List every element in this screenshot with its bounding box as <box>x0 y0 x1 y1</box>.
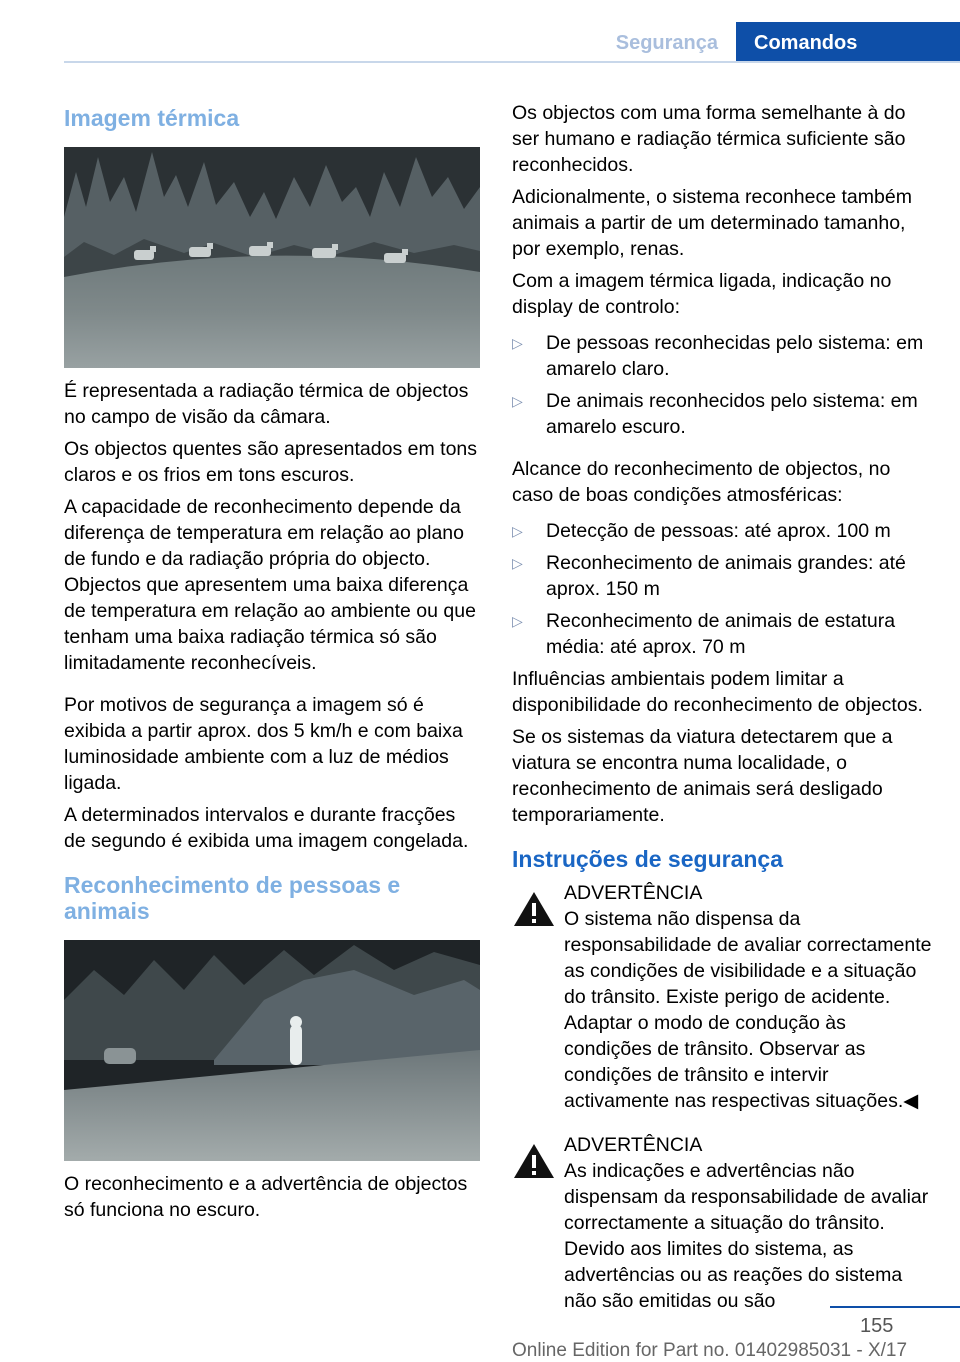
triangle-right-icon: ▷ <box>512 555 523 571</box>
paragraph: Adicionalmente, o sistema reconhece também animais a partir de um determinado tamanho, por exemplo, renas. <box>512 186 912 260</box>
list-item: ▷ Reconhecimento de animais grandes: até aprox. 150 m <box>512 552 906 600</box>
header-divider <box>64 61 960 63</box>
thermal-image-pedestrian <box>64 940 480 1161</box>
triangle-right-icon: ▷ <box>512 393 523 409</box>
warning-text: O sistema não dispensa da responsabilidade de avaliar correctamente as condições de visibilidade e a situação do trânsito. Existe perigo de acidente. Adaptar o modo de condução às condições de trânsito. Observar as condições de trânsito e intervir activamente nas respectivas situações.◀ <box>564 908 932 1112</box>
paragraph: Por motivos de segurança a imagem só é exibida a partir aprox. dos 5 km/h e com baixa luminosidade ambiente com a luz de médios ligada. <box>64 694 463 794</box>
paragraph: Influências ambientais podem limitar a disponibilidade do reconhecimento de objectos. <box>512 668 923 716</box>
warning-block-1 <box>512 880 932 1114</box>
paragraph: A capacidade de reconhecimento depende da diferença de temperatura em relação ao plano de fundo e da radiação própria do objecto. Objectos que apresentem uma baixa diferença de temperatura em relação ao ambiente ou que tenham uma baixa radiação térmica só são limitadamente reconhecíveis. <box>64 496 476 674</box>
paragraph: É representada a radiação térmica de objectos no campo de visão da câmara. <box>64 380 469 428</box>
heading-thermal-image: Imagem térmica <box>64 105 240 131</box>
paragraph: Se os sistemas da viatura detectarem que a viatura se encontra numa localidade, o reconhecimento de animais será desligado temporariamente. <box>512 726 893 826</box>
footer-divider <box>830 1306 960 1308</box>
left-column <box>64 100 480 1229</box>
triangle-right-icon: ▷ <box>512 613 523 629</box>
list-item: ▷ De animais reconhecidos pelo sistema: em amarelo escuro. <box>512 390 918 438</box>
paragraph: O reconhecimento e a advertência de objectos só funciona no escuro. <box>64 1173 468 1221</box>
warning-triangle-icon <box>512 1142 556 1180</box>
triangle-right-icon: ▷ <box>512 523 523 539</box>
warning-triangle-icon <box>512 890 556 928</box>
thermal-image-animals <box>64 147 480 368</box>
heading-safety-instructions: Instruções de segurança <box>512 846 783 872</box>
paragraph: Com a imagem térmica ligada, indicação no display de controlo: <box>512 270 892 318</box>
footer-edition: Online Edition for Part no. 01402985031 - X/17 <box>512 1340 908 1361</box>
paragraph: A determinados intervalos e durante fracções de segundo é exibida uma imagem congelada. <box>64 804 469 852</box>
header-active-tab[interactable]: Comandos <box>736 22 960 63</box>
warning-block-2 <box>512 1132 932 1314</box>
paragraph: Alcance do reconhecimento de objectos, no caso de boas condições atmosféricas: <box>512 458 891 506</box>
heading-people-animals: Reconhecimento de pessoas e animais <box>64 872 401 924</box>
warning-text: As indicações e advertências não dispensam da responsabilidade de avaliar correctamente a situação do trânsito. Devido aos limites do sistema, as advertências ou as reações do sistema não são emitidas ou são <box>564 1160 929 1312</box>
triangle-right-icon: ▷ <box>512 335 523 351</box>
paragraph: Os objectos com uma forma semelhante à do ser humano e radiação térmica suficiente são reconhecidos. <box>512 102 906 176</box>
display-indication-list <box>512 330 932 440</box>
page-number: 155 <box>860 1315 894 1337</box>
list-item: ▷ De pessoas reconhecidas pelo sistema: em amarelo claro. <box>512 332 924 380</box>
right-column <box>512 100 932 1314</box>
list-item: ▷ Detecção de pessoas: até aprox. 100 m <box>512 520 891 542</box>
header-section-tab[interactable]: Segurança <box>615 32 718 54</box>
paragraph: Os objectos quentes são apresentados em tons claros e os frios em tons escuros. <box>64 438 478 486</box>
warning-title: ADVERTÊNCIA <box>564 1134 703 1156</box>
list-item: ▷ Reconhecimento de animais de estatura média: até aprox. 70 m <box>512 610 896 658</box>
warning-title: ADVERTÊNCIA <box>564 882 703 904</box>
range-list <box>512 518 932 660</box>
